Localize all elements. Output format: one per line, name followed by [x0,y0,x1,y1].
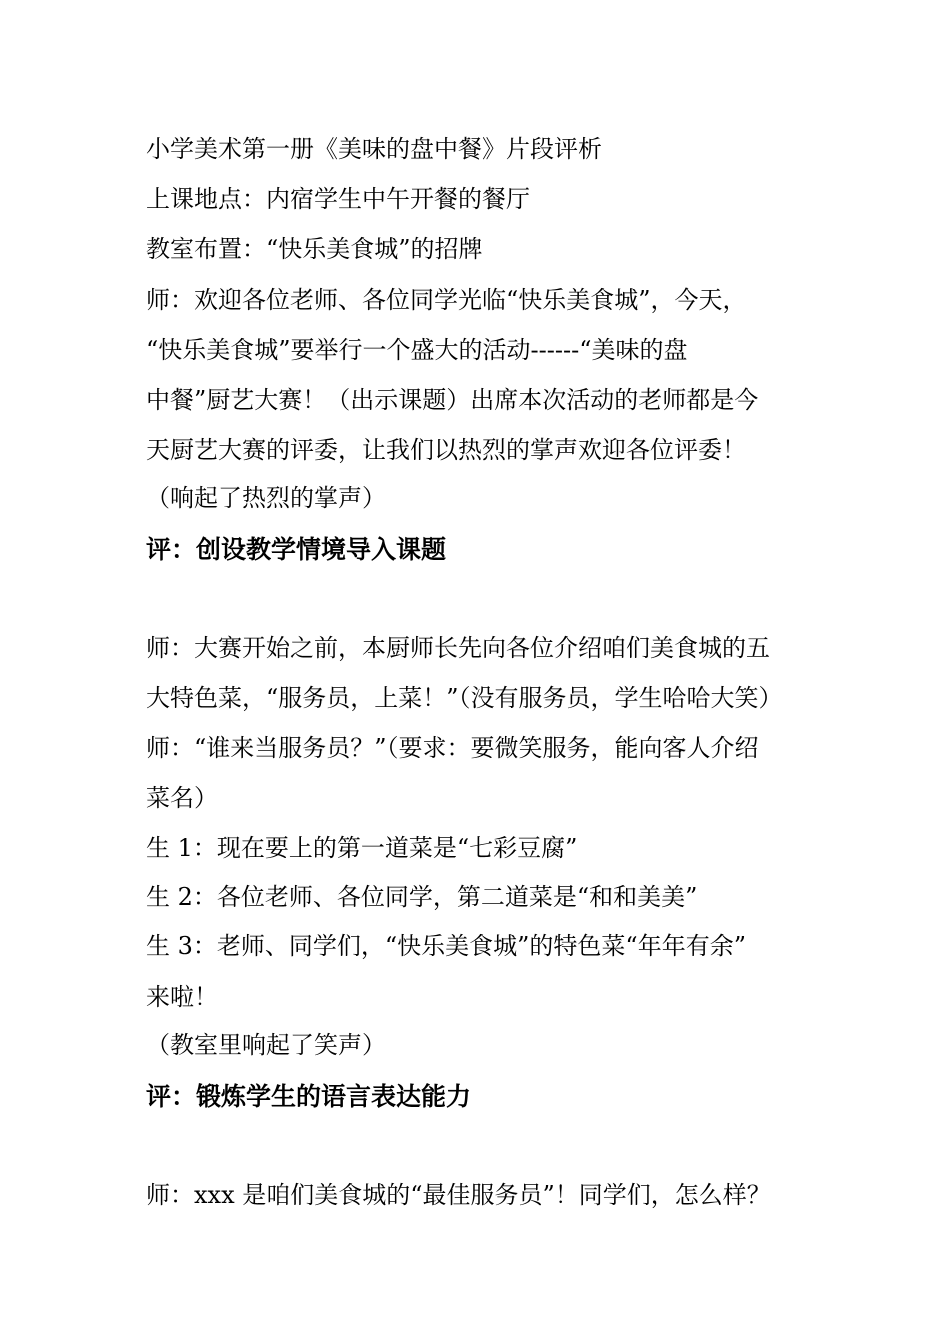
comment-heading: 评：锻炼学生的语言表达能力 [146,1082,472,1111]
student-line: 生 2：各位老师、各位同学，第二道菜是“和和美美” [146,883,698,911]
student-line: 来啦！ [146,983,218,1011]
teacher-line: 中餐”厨艺大赛！（出示课题）出席本次活动的老师都是今 [146,386,759,414]
teacher-line: 师：欢迎各位老师、各位同学光临“快乐美食城”，今天， [146,286,747,314]
classroom-setup: 教室布置：“快乐美食城”的招牌 [146,235,483,263]
teacher-line: 师：“谁来当服务员？”（要求：要微笑服务，能向客人介绍 [146,734,759,762]
teacher-line: 师：xxx 是咱们美食城的“最佳服务员”！同学们，怎么样？ [146,1181,771,1209]
lesson-location: 上课地点：内宿学生中午开餐的餐厅 [146,185,530,213]
student-line: 生 3：老师、同学们，“快乐美食城”的特色菜“年年有余” [146,932,746,960]
stage-note: （教室里响起了笑声） [146,1031,386,1059]
teacher-line: 大特色菜，“服务员，上菜！”（没有服务员，学生哈哈大笑） [146,684,783,712]
teacher-line: 菜名） [146,784,218,812]
student-line: 生 1：现在要上的第一道菜是“七彩豆腐” [146,834,578,862]
teacher-line: “快乐美食城”要举行一个盛大的活动------“美味的盘 [146,336,688,364]
stage-note: （响起了热烈的掌声） [146,484,386,512]
teacher-line: 天厨艺大赛的评委，让我们以热烈的掌声欢迎各位评委！ [146,436,746,464]
teacher-line: 师：大赛开始之前，本厨师长先向各位介绍咱们美食城的五 [146,634,770,662]
comment-heading: 评：创设教学情境导入课题 [146,535,447,564]
document-title: 小学美术第一册《美味的盘中餐》片段评析 [146,135,602,163]
